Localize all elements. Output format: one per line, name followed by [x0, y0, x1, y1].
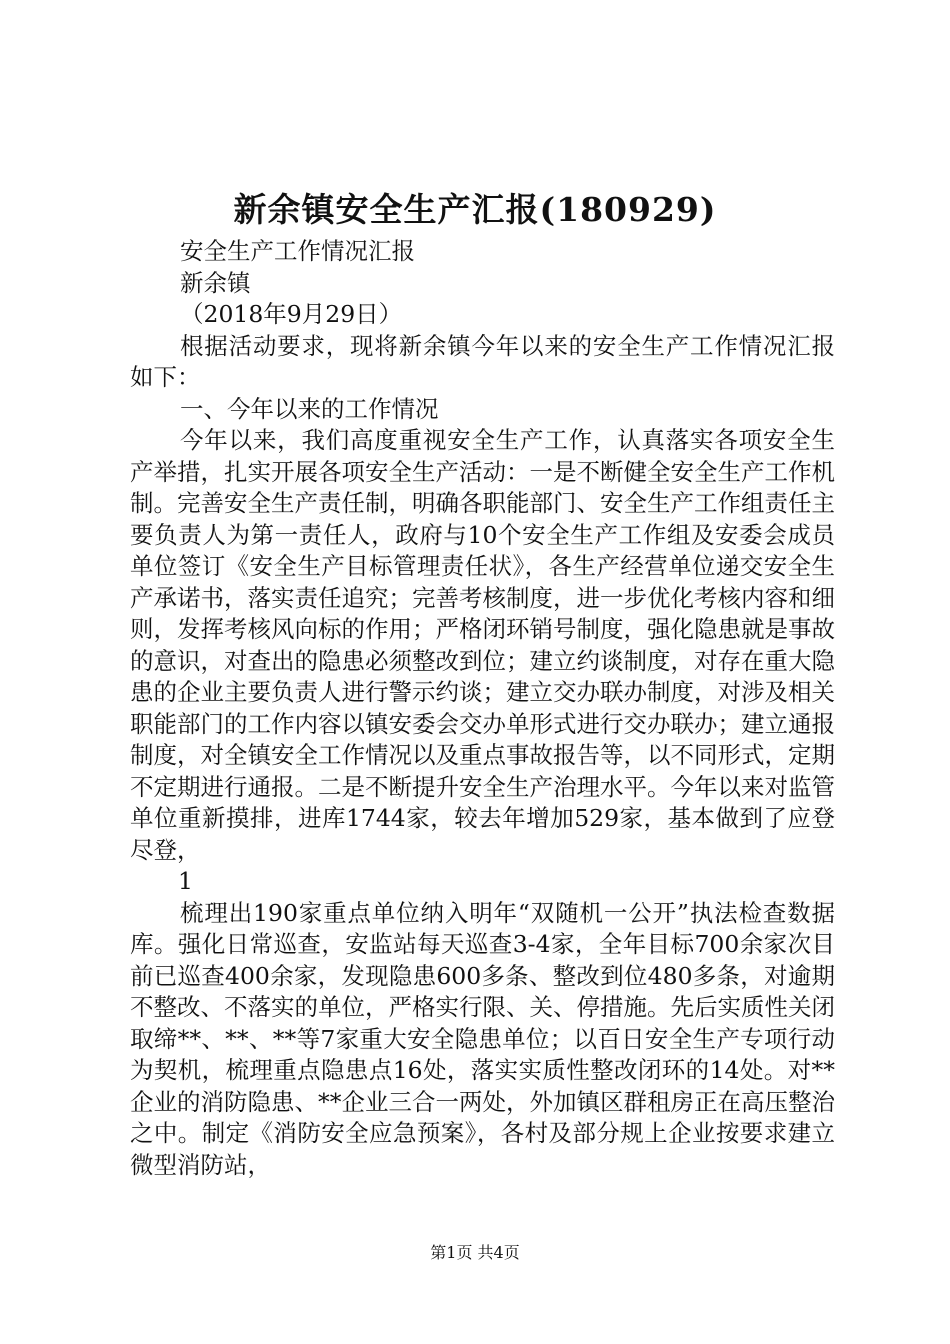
section-heading: 一、今年以来的工作情况: [180, 394, 439, 423]
inline-page-number: 1: [178, 867, 193, 895]
report-subtitle: 安全生产工作情况汇报: [180, 237, 415, 265]
report-date: （2018年9月29日）: [180, 300, 403, 328]
body-paragraph-2: 梳理出190家重点单位纳入明年“双随机一公开”执法检查数据库。强化日常巡查，安监站每天巡查3-4家，全年目标700余家次目前已巡查400余家，发现隐患600多条、整改到位480多条，对逾期不整改、不落实的单位，严格实行限、关、停措施。先后实质性关闭取缔**、**、**等7家重大安全隐患单位；以百日安全生产专项行动为契机，梳理重点隐患点16处，落实实质性整改闭环的14处。对**企业的消防隐患、**企业三合一两处，外加镇区群租房正在高压整治之中。制定《消防安全应急预案》，各村及部分规上企业按要求建立微型消防站，: [130, 898, 835, 1179]
page-footer: 第1页 共4页: [430, 1243, 520, 1262]
body-paragraph-1: 今年以来，我们高度重视安全生产工作，认真落实各项安全生产举措，扎实开展各项安全生产活动：一是不断健全安全生产工作机制。完善安全生产责任制，明确各职能部门、安全生产工作组责任主要负责人为第一责任人，政府与10个安全生产工作组及安委会成员单位签订《安全生产目标管理责任状》，各生产经营单位递交安全生产承诺书，落实责任追究；完善考核制度，进一步优化考核内容和细则，发挥考核风向标的作用；严格闭环销号制度，强化隐患就是事故的意识，对查出的隐患必须整改到位；建立约谈制度，对存在重大隐患的企业主要负责人进行警示约谈；建立交办联办制度，对涉及相关职能部门的工作内容以镇安委会交办单形式进行交办联办；建立通报制度，对全镇安全工作情况以及重点事故报告等，以不同形式，定期不定期进行通报。二是不断提升安全生产治理水平。今年以来对监管单位重新摸排，进库1744家，较去年增加529家，基本做到了应登尽登，: [130, 426, 835, 864]
document-title: 新余镇安全生产汇报(180929): [233, 190, 717, 229]
organization-name: 新余镇: [180, 268, 251, 297]
document-body: [130, 236, 835, 1181]
intro-paragraph: 根据活动要求，现将新余镇今年以来的安全生产工作情况汇报如下：: [130, 331, 835, 391]
